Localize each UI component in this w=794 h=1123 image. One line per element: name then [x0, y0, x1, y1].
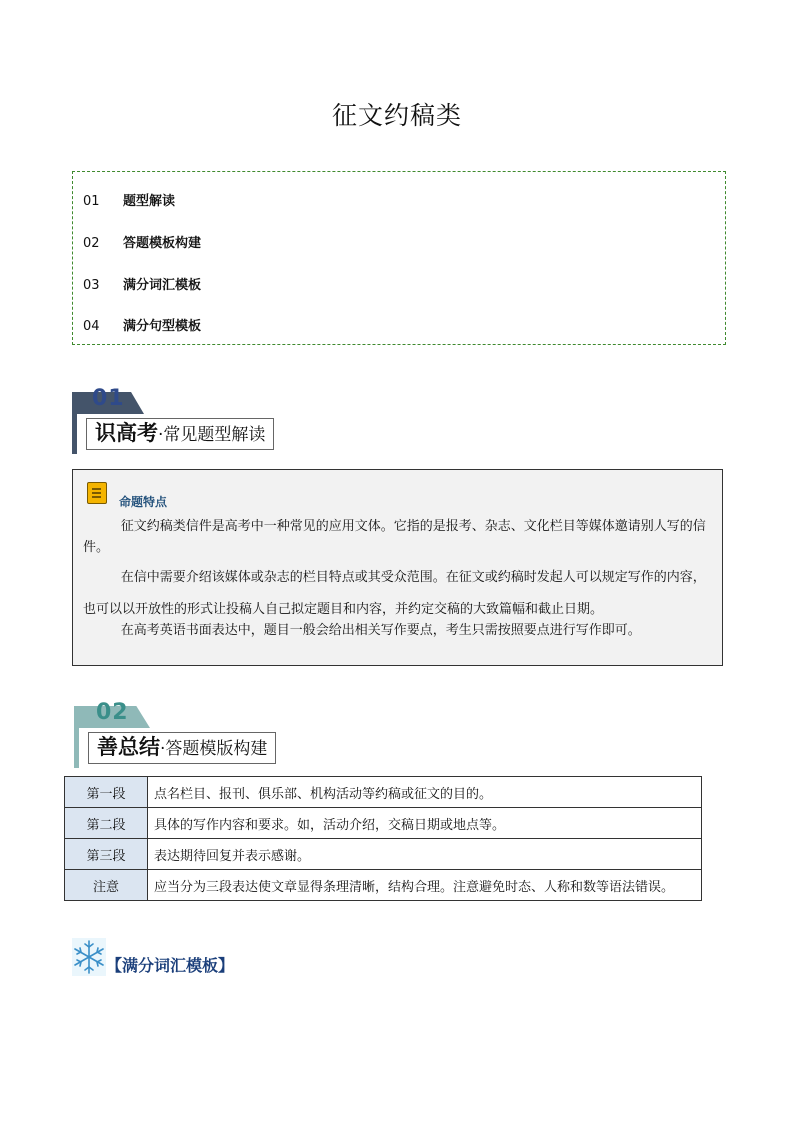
section1-paragraph: 在高考英语书面表达中，题目一般会给出相关写作要点，考生只需按照要点进行写作即可。 [120, 623, 641, 638]
section1-title-main: 识高考 [95, 421, 158, 445]
toc-item[interactable] [83, 190, 175, 209]
section2-bar [74, 728, 79, 768]
section1-title [86, 418, 274, 450]
table-of-contents [72, 171, 726, 345]
template-table [64, 776, 702, 901]
table-row [65, 808, 702, 839]
section2-title-main: 善总结 [97, 735, 160, 759]
section2-title-sub: ·答题模版构建 [160, 739, 268, 759]
page-title: 征文约稿类 [331, 101, 462, 130]
section2-title [88, 732, 276, 764]
section2-number: 02 [96, 700, 129, 725]
section1-content-box [72, 469, 723, 666]
toc-item-number: 03 [83, 278, 100, 293]
table-row-content: 具体的写作内容和要求。如，活动介绍，交稿日期或地点等。 [148, 808, 702, 839]
section1-title-sub: ·常见题型解读 [158, 425, 266, 445]
toc-item-number: 04 [83, 319, 100, 334]
toc-item-number: 01 [83, 194, 100, 209]
snowflake-icon [72, 938, 106, 976]
section1-number: 01 [92, 386, 125, 411]
table-row-content: 应当分为三段表达使文章显得条理清晰，结构合理。注意避免时态、人称和数等语法错误。 [148, 870, 702, 901]
snowflake-icon-svg [72, 938, 106, 976]
toc-item-number: 02 [83, 236, 100, 251]
table-row-content: 表达期待回复并表示感谢。 [148, 839, 702, 870]
table-row [65, 870, 702, 901]
table-row [65, 777, 702, 808]
toc-item[interactable] [83, 274, 201, 293]
table-row-head: 第二段 [65, 808, 148, 839]
table-row [65, 839, 702, 870]
section2-header [74, 700, 314, 768]
toc-item-label: 满分词汇模板 [123, 278, 202, 293]
section1-paragraph: 征文约稿类信件是高考中一种常见的应用文体。它指的是报考、杂志、文化栏目等媒体邀请别人写的信件。 [83, 519, 706, 555]
toc-item[interactable] [83, 315, 201, 334]
section1-heading: 命题特点 [119, 495, 168, 509]
toc-item[interactable] [83, 232, 201, 251]
table-row-head: 第三段 [65, 839, 148, 870]
table-row-head: 注意 [65, 870, 148, 901]
section1-header [72, 386, 312, 454]
toc-item-label: 题型解读 [123, 194, 176, 209]
section1-bar [72, 414, 77, 454]
table-row-content: 点名栏目、报刊、俱乐部、机构活动等约稿或征文的目的。 [148, 777, 702, 808]
toc-item-label: 满分句型模板 [123, 319, 202, 334]
toc-item-label: 答题模板构建 [123, 236, 202, 251]
section1-paragraph: 在信中需要介绍该媒体或杂志的栏目特点或其受众范围。在征文或约稿时发起人可以规定写作的内容，也可以以开放性的形式让投稿人自己拟定题目和内容，并约定交稿的大致篇幅和截止日期。 [83, 570, 706, 617]
table-row-head: 第一段 [65, 777, 148, 808]
vocab-section-label: 【满分词汇模板】 [106, 956, 235, 975]
notebook-icon [87, 482, 107, 504]
